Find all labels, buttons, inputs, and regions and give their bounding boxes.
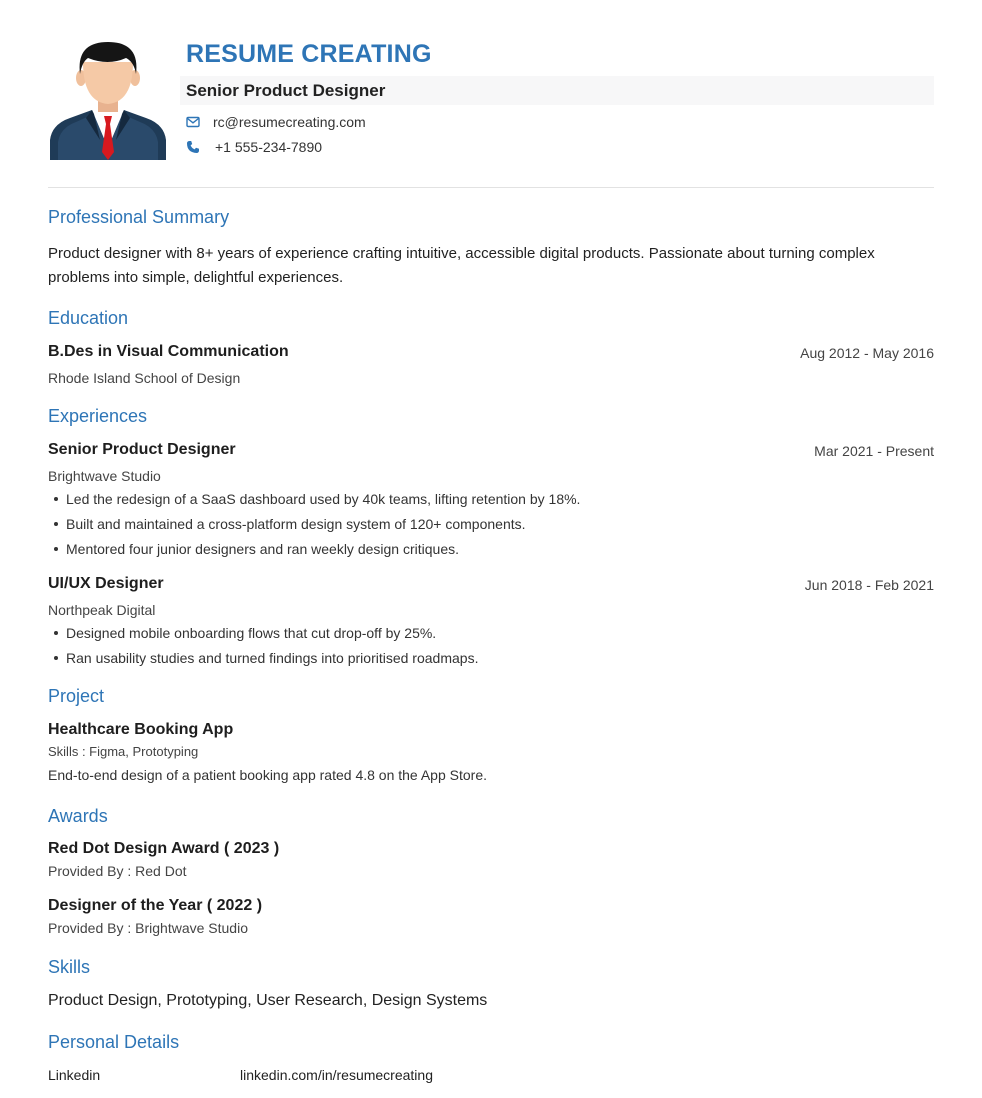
- experience-role: UI/UX Designer: [48, 575, 164, 592]
- personal-details-heading: Personal Details: [48, 1032, 180, 1052]
- list-item: Ran usability studies and turned findings into prioritised roadmaps.: [48, 648, 478, 673]
- experience-dates: Jun 2018 - Feb 2021: [804, 577, 934, 593]
- award-title: Red Dot Design Award ( 2023 ): [48, 840, 280, 857]
- email-text: rc@resumecreating.com: [213, 114, 366, 130]
- job-title: Senior Product Designer: [180, 76, 934, 105]
- award-provider: Provided By : Brightwave Studio: [48, 920, 248, 936]
- experience-company: Northpeak Digital: [48, 602, 156, 618]
- experience-bullets: [48, 623, 478, 673]
- phone-text: +1 555-234-7890: [215, 139, 323, 155]
- personal-detail-label: Linkedin: [48, 1067, 101, 1083]
- summary-text: Product designer with 8+ years of experience crafting intuitive, accessible digital products. Passionate about turning complex problems into simple, delightful experiences.: [48, 245, 875, 286]
- experience-company: Brightwave Studio: [48, 468, 161, 484]
- avatar: [48, 40, 168, 160]
- project-heading: Project: [48, 686, 105, 706]
- experience-role: Senior Product Designer: [48, 441, 236, 458]
- skills-heading: Skills: [48, 957, 91, 977]
- envelope-icon: [186, 115, 200, 129]
- phone-icon: [186, 140, 200, 154]
- award-title: Designer of the Year ( 2022 ): [48, 897, 263, 914]
- experience-bullets: [48, 489, 580, 564]
- education-degree: B.Des in Visual Communication: [48, 343, 289, 360]
- project-skills: Skills : Figma, Prototyping: [48, 744, 199, 759]
- summary-heading: Professional Summary: [48, 207, 230, 227]
- award-provider: Provided By : Red Dot: [48, 863, 187, 879]
- education-school: Rhode Island School of Design: [48, 370, 241, 386]
- skills-text: Product Design, Prototyping, User Research, Design Systems: [48, 992, 488, 1009]
- list-item: Mentored four junior designers and ran weekly design critiques.: [48, 539, 580, 564]
- contact-phone[interactable]: [186, 139, 322, 155]
- experiences-heading: Experiences: [48, 406, 148, 426]
- candidate-name: RESUME CREATING: [186, 40, 432, 68]
- personal-detail-linkedin[interactable]: linkedin.com/in/resumecreating: [240, 1067, 433, 1083]
- project-name: Healthcare Booking App: [48, 721, 234, 738]
- list-item: Built and maintained a cross-platform design system of 120+ components.: [48, 514, 580, 539]
- list-item: Led the redesign of a SaaS dashboard used by 40k teams, lifting retention by 18%.: [48, 489, 580, 514]
- experience-dates: Mar 2021 - Present: [814, 443, 934, 459]
- list-item: Designed mobile onboarding flows that cut drop-off by 25%.: [48, 623, 478, 648]
- contact-email[interactable]: [186, 114, 366, 130]
- education-heading: Education: [48, 308, 129, 328]
- awards-heading: Awards: [48, 806, 108, 826]
- education-dates: Aug 2012 - May 2016: [800, 345, 934, 361]
- header-divider: [48, 187, 934, 188]
- project-description: End-to-end design of a patient booking app rated 4.8 on the App Store.: [48, 767, 487, 783]
